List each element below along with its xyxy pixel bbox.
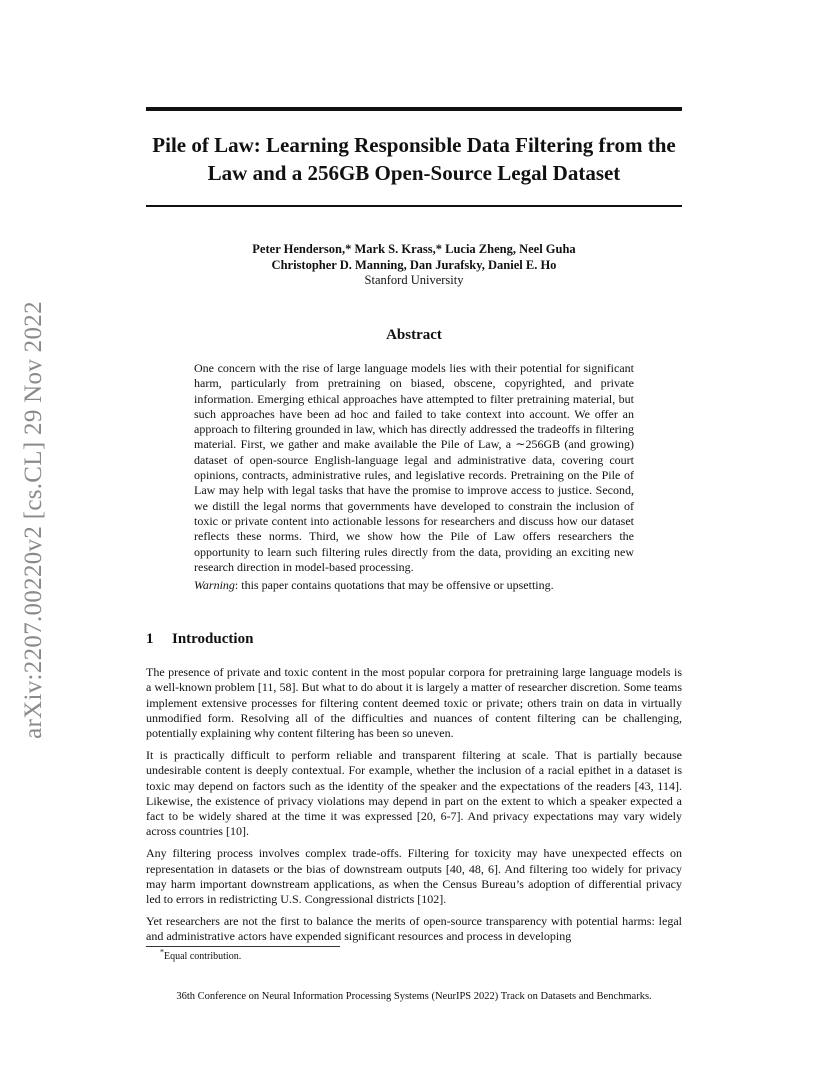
affiliation: Stanford University	[364, 273, 464, 287]
footnote	[160, 947, 242, 963]
abstract-warning	[194, 578, 634, 593]
title-bottom-rule	[146, 205, 682, 207]
author-line-1: Peter Henderson,* Mark S. Krass,* Lucia Zheng, Neel Guha	[252, 242, 576, 256]
warning-label: Warning	[194, 578, 235, 593]
introduction-body	[146, 665, 682, 951]
abstract-body	[194, 361, 634, 593]
author-block	[146, 242, 682, 289]
section-number: 1	[146, 631, 154, 647]
conference-footer: 36th Conference on Neural Information Processing Systems (NeurIPS 2022) Track on Datasets and Benchmarks.	[176, 991, 652, 1002]
paragraph: Yet researchers are not the first to balance the merits of open-source transparency with potential harms: legal and administrative actors have expended significant resources and process in developing	[146, 913, 682, 944]
warning-text: : this paper contains quotations that may be offensive or upsetting.	[234, 578, 554, 593]
paper-title: Pile of Law: Learning Responsible Data Filtering from the Law and a 256GB Open-Source Legal Dataset	[152, 133, 676, 185]
paragraph: It is practically difficult to perform reliable and transparent filtering at scale. That is partially because undesirable content is deeply contextual. For example, whether the inclusion of a racial epithet in a dataset is toxic may depend on factors such as the identity of the speaker and the expectations of the readers [43, 114]. Likewise, the existence of privacy violations may depend in part on the extent to which a speaker expected a fact to be widely shared at the time it was expressed [20, 6-7]. And privacy expectations may vary widely across countries [10].	[146, 747, 682, 839]
paragraph: The presence of private and toxic content in the most popular corpora for pretraining large language models is a well-known problem [11, 58]. But what to do about it is largely a matter of researcher discretion. Some teams implement extensive processes for filtering content deemed toxic or private; others train on data in virtually unmodified form. Resolving all of the difficulties and nuances of content filtering can be challenging, potentially explaining why content filtering has been so uneven.	[146, 665, 682, 741]
abstract-text: One concern with the rise of large language models lies with their potential for significant harm, particularly from pretraining on biased, obscene, copyrighted, and private information. Emerging ethical approaches have attempted to filter pretraining material, but such approaches have been ad hoc and failed to take context into account. We offer an approach to filtering grounded in law, which has directly addressed the tradeoffs in filtering material. First, we gather and make available the Pile of Law, a ∼256GB (and growing) dataset of open-source English-language legal and administrative data, covering court opinions, contracts, administrative rules, and legislative records. Pretraining on the Pile of Law may help with legal tasks that have the promise to improve access to justice. Second, we distill the legal norms that governments have developed to constrain the inclusion of toxic or private content into actionable lessons for researchers and discuss how our dataset reflects these norms. Third, we show how the Pile of Law offers researchers the opportunity to learn such filtering rules directly from the data, providing an exciting new research direction in model-based processing.	[194, 361, 634, 574]
footnote-marker: *	[160, 947, 164, 957]
author-line-2: Christopher D. Manning, Dan Jurafsky, Daniel E. Ho	[271, 257, 557, 272]
title-top-rule	[146, 107, 682, 111]
footnote-text: Equal contribution.	[164, 951, 242, 962]
section-title: Introduction	[172, 631, 254, 647]
paragraph: Any filtering process involves complex trade-offs. Filtering for toxicity may have unexpected effects on representation in datasets or the bias of downstream outputs [40, 48, 6]. And filtering too widely for privacy may harm important downstream applications, as when the Census Bureau’s adoption of differential privacy led to errors in redistricting U.S. Congressional districts [102].	[146, 846, 682, 907]
arxiv-identifier-stamp: arXiv:2207.00220v2 [cs.CL] 29 Nov 2022	[20, 301, 47, 739]
footnote-rule	[146, 946, 340, 947]
section-heading-introduction	[146, 630, 682, 648]
abstract-heading: Abstract	[386, 327, 442, 343]
